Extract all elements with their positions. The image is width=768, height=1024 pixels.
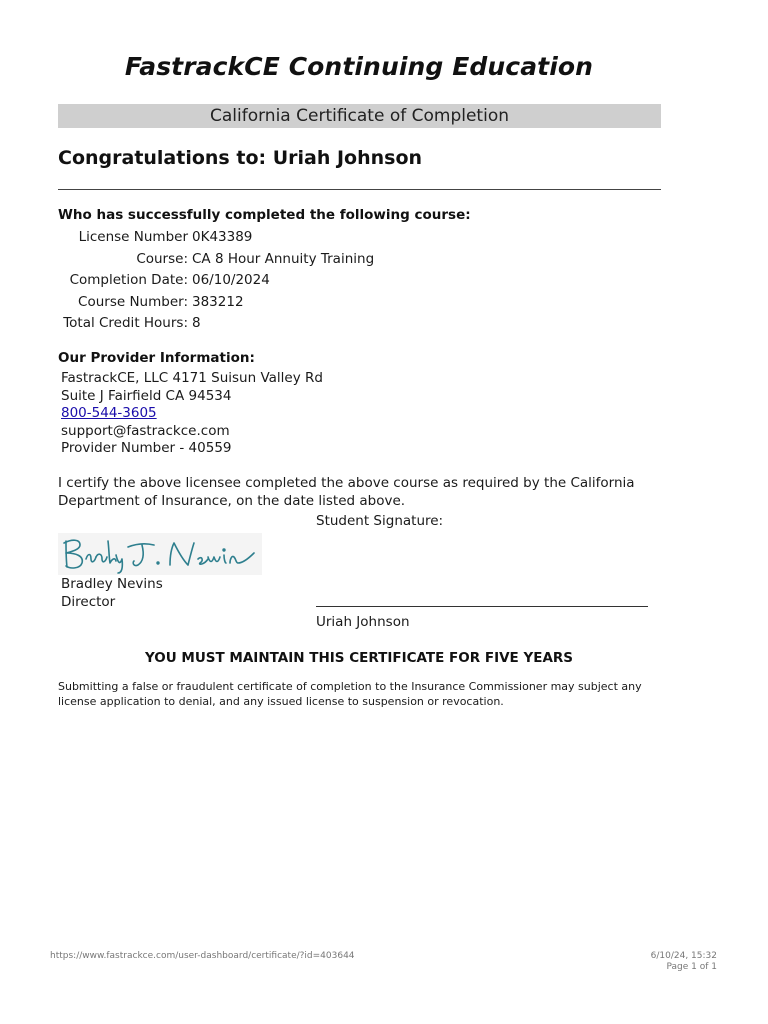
recipient-heading: Congratulations to: Uriah Johnson (58, 147, 423, 169)
detail-label: Course: (136, 250, 188, 267)
student-name: Uriah Johnson (316, 614, 410, 630)
detail-value: 0K43389 (192, 229, 253, 245)
provider-number: Provider Number - 40559 (61, 440, 232, 457)
student-signature-label: Student Signature: (316, 513, 444, 529)
provider-email: support@fastrackce.com (61, 422, 230, 439)
detail-value: 383212 (192, 293, 244, 310)
detail-label: License Number (78, 229, 188, 245)
provider-address-line2: Suite J Fairfield CA 94534 (61, 387, 232, 404)
course-section-heading: Who has successfully completed the following course: (58, 207, 471, 223)
course-details (58, 227, 374, 335)
detail-row-completion-date (58, 270, 374, 292)
organization-title: FastrackCE Continuing Education (124, 52, 594, 81)
certification-statement: I certify the above licensee completed the above course as required by the California Department of Insurance, on the date listed above. (58, 475, 635, 509)
director-title: Director (61, 594, 116, 610)
footer-meta (651, 951, 717, 973)
student-signature-line (316, 606, 648, 607)
footer-page-number: Page 1 of 1 (666, 962, 717, 972)
detail-row-license (58, 227, 374, 249)
director-signature-image (58, 533, 262, 575)
footer-url: https://www.fastrackce.com/user-dashboard/certificate/?id=403644 (50, 951, 355, 961)
provider-phone-link[interactable]: 800-544-3605 (61, 405, 157, 422)
certificate-banner: California Certificate of Completion (58, 104, 661, 128)
divider (58, 189, 661, 190)
footer-datetime: 6/10/24, 15:32 (650, 951, 717, 961)
director-block (61, 575, 163, 611)
detail-label: Course Number: (78, 293, 188, 310)
detail-row-course (58, 249, 374, 271)
handwritten-signature-icon (58, 533, 262, 575)
detail-value: CA 8 Hour Annuity Training (192, 250, 375, 267)
provider-address-line1: FastrackCE, LLC 4171 Suisun Valley Rd (61, 370, 323, 386)
detail-value: 06/10/2024 (192, 272, 270, 289)
provider-section-heading: Our Provider Information: (58, 350, 255, 366)
detail-row-credit-hours (58, 313, 374, 335)
detail-label: Completion Date: (69, 272, 188, 289)
provider-info (61, 370, 323, 458)
director-name: Bradley Nevins (61, 576, 163, 592)
detail-label: Total Credit Hours: (63, 315, 188, 332)
detail-row-course-number (58, 292, 374, 314)
detail-value: 8 (192, 315, 201, 332)
maintain-notice: YOU MUST MAINTAIN THIS CERTIFICATE FOR FIVE YEARS (144, 650, 574, 666)
legal-disclaimer: Submitting a false or fraudulent certificate of completion to the Insurance Commissioner may subject any license application to denial, and any issued license to suspension or revocation. (58, 680, 642, 708)
